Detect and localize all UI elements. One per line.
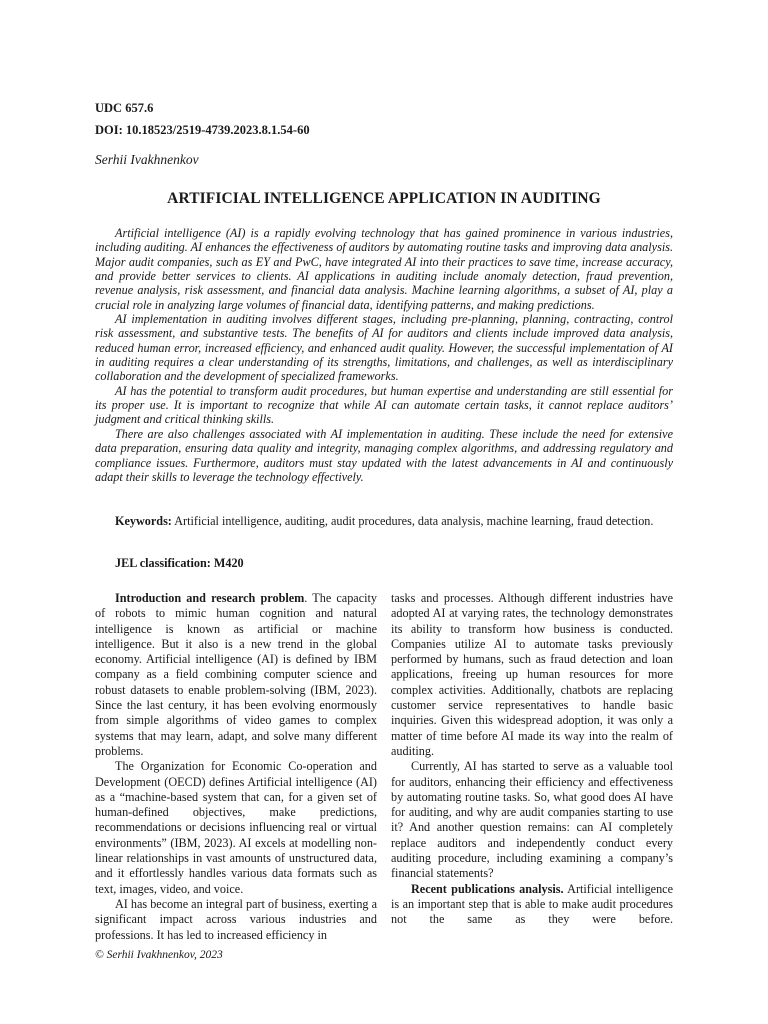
right-column [391,591,673,928]
body-paragraph: AI has become an integral part of business, exerting a significant impact across various industries and professions. It has led to increased efficiency in [95,896,377,942]
copyright-footer: © Serhii Ivakhnenkov, 2023 [95,949,223,961]
body-paragraph: tasks and processes. Although different industries have adopted AI at varying rates, the technology demonstrates its ability to transform how business is conducted. Companies utilize AI to automate tasks previously performed by humans, such as fraud detection and loan applications, freeing up human resources for more complex activities. Additionally, chatbots are replacing customer service representatives to handle basic inquiries. Given this widespread adoption, it was only a matter of time before AI made its way into the realm of auditing. [391,591,673,758]
body-paragraph: Currently, AI has started to serve as a valuable tool for auditors, enhancing their efficiency and effectiveness by automating routine tasks. So, what good does AI have for auditing, and why are audit companies starting to use it? And another question remains: can AI completely replace auditors and independently conduct every auditing procedure, including examining a company’s financial statements? [391,759,673,881]
abstract-paragraph: AI implementation in auditing involves different stages, including pre-planning, planning, contracting, control risk assessment, and substantive tests. The benefits of AI for auditors and clients include improved data analysis, reduced human error, increased efficiency, and enhanced audit quality. However, the successful implementation of AI in auditing requires a clear understanding of its strengths, limitations, and challenges, as well as interdisciplinary collaboration and the development of specialized frameworks. [95,312,673,384]
paper-title: ARTIFICIAL INTELLIGENCE APPLICATION IN AUDITING [167,190,601,207]
author-name: Serhii Ivakhnenkov [95,152,199,167]
keywords [95,514,673,530]
recent-publications-paragraph: Recent publications analysis. Artificial intelligence is an important step that is able to make audit procedures not the same as they were before. [391,881,673,927]
udc-code: UDC 657.6 [95,101,154,115]
section-heading: Introduction and research problem [115,591,305,605]
keywords-text: Artificial intelligence, auditing, audit procedures, data analysis, machine learning, fraud detection. [174,514,654,528]
doi: DOI: 10.18523/2519-4739.2023.8.1.54-60 [95,123,310,137]
abstract [95,226,673,484]
abstract-paragraph: Artificial intelligence (AI) is a rapidly evolving technology that has gained prominence in various industries, including auditing. AI enhances the effectiveness of auditors by automating routine tasks and improving data analysis. Major audit companies, such as EY and PwC, have integrated AI into their practices to save time, increase accuracy, and provide better services to clients. AI applications in auditing include anomaly detection, fraud prevention, revenue analysis, risk assessment, and financial data analysis. Machine learning algorithms, a subset of AI, play a crucial role in analyzing large volumes of financial data, identifying patterns, and making predictions. [95,226,673,312]
body-paragraph: The Organization for Economic Co-operation and Development (OECD) defines Artificial intelligence (AI) as a “machine-based system that can, for a given set of human-defined objectives, make predictions, recommendations or decisions influencing real or virtual environments” (IBM, 2023). AI excels at modelling non-linear relationships in vast amounts of unstructured data, and it effortlessly handles various data formats such as text, images, video, and voice. [95,759,377,896]
jel-classification: JEL classification: M420 [115,556,244,570]
keywords-label: Keywords: [115,514,172,528]
left-column [95,591,377,943]
section-heading: Recent publications analysis. [411,881,564,896]
intro-paragraph: Introduction and research problem. The capacity of robots to mimic human cognition and natural intelligence is known as artificial or machine intelligence. But it also is a new trend in the global economy. Artificial intelligence (AI) is defined by IBM company as a field combining computer science and robust datasets to enable problem-solving (IBM, 2023). Since the last century, it has been evolving enormously from simple algorithms of video games to complex systems that may learn, adapt, and solve many different problems. [95,591,377,758]
abstract-paragraph: There are also challenges associated with AI implementation in auditing. These include the need for extensive data preparation, ensuring data quality and integrity, managing complex algorithms, and addressing regulatory and compliance issues. Furthermore, auditors must stay updated with the latest advancements in AI and continuously adapt their skills to leverage the technology effectively. [95,426,673,484]
abstract-paragraph: AI has the potential to transform audit procedures, but human expertise and understanding are still essential for its proper use. It is important to recognize that while AI can automate certain tasks, it cannot replace auditors’ judgment and critical thinking skills. [95,383,673,427]
